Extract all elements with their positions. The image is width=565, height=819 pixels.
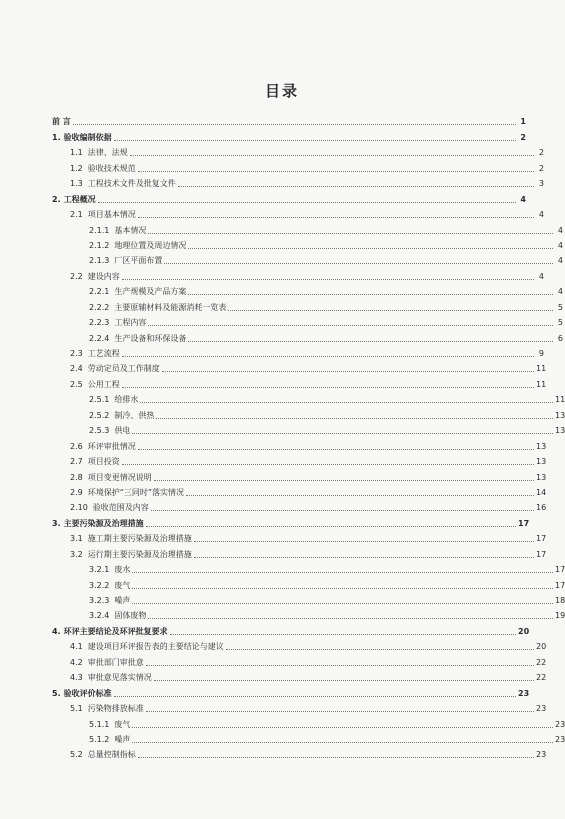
toc-dot-leader (138, 217, 534, 218)
toc-entry-title: 建设内容 (87, 271, 120, 281)
toc-entry-page-number: 4 (557, 225, 563, 235)
toc-entry-title: 给排水 (114, 395, 139, 405)
toc-entry-title: 废水 (114, 565, 131, 575)
toc-entry-number: 2.4 (70, 364, 83, 374)
toc-dot-leader (146, 665, 534, 666)
toc-entry (0, 544, 547, 559)
toc-dot-leader (146, 526, 516, 527)
toc-entry-page-number: 16 (536, 503, 547, 513)
toc-entry-number: 2.2 (70, 271, 83, 281)
toc-entry-title: 基本情况 (114, 225, 147, 235)
toc-entry (0, 189, 526, 204)
toc-dot-leader (228, 310, 553, 311)
toc-entry-title: 验收评价标准 (63, 688, 112, 698)
toc-entry-page-number: 19 (555, 611, 565, 621)
toc-entry (0, 591, 563, 606)
toc-entry-number: 4. (52, 626, 61, 636)
toc-entry-number: 2.1 (70, 210, 83, 220)
toc-entry-number: 2.6 (70, 441, 83, 451)
toc-dot-leader (186, 495, 534, 496)
toc-entry (0, 668, 547, 683)
toc-entry-page-number: 22 (536, 673, 547, 683)
toc-entry-page-number: 6 (557, 333, 563, 343)
toc-entry-page-number: 22 (536, 657, 547, 667)
toc-dot-leader (156, 418, 553, 419)
page-title: 目录 (264, 82, 299, 100)
toc-entry-number: 2.2.1 (89, 287, 110, 297)
toc-dot-leader (148, 325, 553, 326)
toc-entry (0, 436, 547, 451)
toc-entry-title: 法律、法规 (87, 148, 128, 158)
toc-dot-leader (194, 541, 534, 542)
toc-entry-page-number: 20 (536, 642, 547, 652)
toc-entry (0, 606, 563, 621)
table-of-contents (0, 112, 564, 760)
toc-dot-leader (98, 202, 516, 203)
toc-dot-leader (138, 757, 534, 758)
toc-entry-number: 4.2 (70, 657, 83, 667)
toc-entry-page-number: 18 (555, 596, 565, 605)
toc-entry (0, 328, 563, 343)
toc-entry (0, 621, 530, 636)
toc-entry-title: 总量控制指标 (87, 750, 136, 760)
toc-entry-number: 3. (52, 518, 61, 528)
toc-entry-page-number: 4 (557, 287, 563, 297)
toc-entry (0, 683, 530, 698)
toc-entry-number: 2.2.3 (89, 318, 110, 328)
toc-dot-leader (151, 510, 534, 511)
toc-entry (0, 374, 547, 389)
toc-entry-page-number: 13 (555, 410, 565, 420)
toc-dot-leader (188, 341, 553, 342)
toc-entry-number: 1.2 (70, 163, 83, 173)
toc-entry-number: 3.2.4 (89, 611, 110, 621)
toc-entry-title: 审批部门审批意 (87, 657, 144, 667)
toc-entry-title: 验收范围及内容 (92, 503, 149, 513)
toc-dot-leader (162, 371, 534, 372)
toc-entry (0, 313, 563, 328)
toc-dot-leader (122, 356, 534, 357)
toc-entry-number: 5. (52, 688, 61, 698)
toc-entry-page-number: 4 (557, 240, 563, 250)
toc-entry (0, 236, 563, 251)
toc-entry-title: 生产设备和环保设备 (114, 333, 187, 343)
toc-entry (0, 452, 547, 467)
toc-entry-page-number: 2 (538, 148, 544, 158)
toc-entry-title: 工程技术文件及批复文件 (87, 179, 176, 189)
toc-entry-title: 运行期主要污染源及治理措施 (87, 549, 192, 559)
toc-entry (0, 575, 563, 590)
toc-entry-page-number: 3 (538, 179, 544, 189)
toc-dot-leader (132, 572, 553, 573)
toc-entry (0, 344, 544, 359)
toc-entry-title: 噪声 (114, 596, 131, 605)
toc-entry-number: 2.7 (70, 457, 83, 467)
toc-dot-leader (148, 618, 553, 619)
toc-dot-leader (170, 634, 516, 635)
toc-entry-title: 厂区平面布置 (114, 256, 163, 266)
toc-entry-page-number: 11 (536, 379, 547, 389)
toc-dot-leader (226, 649, 534, 650)
toc-entry-page-number: 4 (557, 256, 563, 266)
toc-entry-page-number: 5 (557, 302, 563, 312)
toc-entry-number: 2.5.2 (89, 410, 110, 420)
toc-entry-number: 4.1 (70, 642, 83, 652)
toc-entry-title: 审批意见落实情况 (87, 673, 152, 683)
toc-dot-leader (122, 387, 534, 388)
toc-entry (0, 112, 526, 127)
toc-dot-leader (132, 588, 553, 589)
toc-entry-page-number: 23 (536, 704, 547, 714)
toc-entry (0, 158, 544, 173)
toc-dot-leader (122, 279, 534, 280)
toc-entry (0, 205, 544, 220)
toc-entry (0, 730, 563, 745)
toc-entry-page-number: 4 (538, 210, 544, 220)
toc-entry (0, 405, 563, 420)
toc-entry-number: 5.2 (70, 750, 83, 760)
toc-dot-leader (138, 171, 534, 172)
toc-entry-page-number: 23 (555, 719, 565, 729)
toc-dot-leader (146, 711, 534, 712)
toc-dot-leader (148, 233, 553, 234)
toc-dot-leader (154, 480, 534, 481)
toc-entry-number: 1.3 (70, 179, 83, 189)
toc-entry-title: 固体废物 (114, 611, 147, 621)
toc-entry-number: 3.2.3 (89, 596, 110, 605)
toc-entry-title: 主要原辅材料及能源消耗一览表 (114, 302, 227, 312)
toc-entry (0, 390, 563, 405)
toc-entry-title: 地理位置及周边情况 (114, 240, 187, 250)
toc-entry-title: 噪声 (114, 734, 131, 744)
toc-entry-title: 环评主要结论及环评批复要求 (63, 626, 168, 636)
toc-entry-title: 供电 (114, 426, 131, 436)
toc-entry-page-number: 17 (536, 549, 547, 559)
toc-entry-number: 2.1.1 (89, 225, 110, 235)
toc-entry (0, 467, 547, 482)
toc-entry (0, 560, 563, 575)
toc-entry-title: 主要污染源及治理措施 (63, 518, 144, 528)
toc-entry-title: 施工期主要污染源及治理措施 (87, 534, 192, 544)
toc-entry-number: 2.9 (70, 487, 83, 497)
toc-entry-title: 工艺流程 (87, 349, 120, 358)
toc-dot-leader (132, 742, 553, 743)
toc-entry (0, 714, 563, 729)
toc-entry (0, 127, 526, 142)
toc-entry-title: 项目变更情况说明 (87, 472, 152, 482)
toc-entry-number: 2.10 (70, 503, 88, 513)
toc-entry-number: 1. (52, 132, 61, 142)
toc-entry-number: 2.5 (70, 379, 83, 389)
toc-entry-page-number: 13 (536, 472, 547, 482)
toc-entry-title: 制冷、供热 (114, 410, 155, 420)
toc-entry-page-number: 11 (536, 364, 547, 374)
toc-dot-leader (132, 603, 553, 604)
toc-entry-page-number: 23 (518, 688, 530, 698)
toc-entry (0, 282, 563, 297)
toc-entry (0, 297, 563, 312)
toc-entry-title: 工程概况 (63, 194, 96, 204)
toc-dot-leader (132, 433, 553, 434)
toc-dot-leader (130, 155, 534, 156)
toc-dot-leader (140, 402, 553, 403)
toc-entry-title: 生产规模及产品方案 (114, 287, 187, 297)
toc-entry (0, 266, 544, 281)
toc-entry-page-number: 2 (538, 163, 544, 173)
toc-entry-title: 项目基本情况 (87, 210, 136, 220)
toc-entry (0, 745, 547, 760)
toc-entry (0, 220, 563, 235)
toc-entry-number: 2.5.3 (89, 426, 110, 436)
toc-entry-number: 1.1 (70, 148, 83, 158)
toc-entry-page-number: 23 (555, 734, 565, 744)
toc-entry (0, 513, 530, 528)
toc-entry-page-number: 17 (518, 518, 530, 528)
toc-entry-page-number: 9 (538, 349, 544, 358)
toc-dot-leader (114, 696, 516, 697)
toc-entry-number: 3.2 (70, 549, 83, 559)
toc-entry-page-number: 5 (557, 318, 563, 328)
toc-entry (0, 637, 547, 652)
toc-entry-title: 劳动定员及工作制度 (87, 364, 160, 374)
toc-entry-number: 2. (52, 194, 61, 204)
toc-entry-title: 环境保护“三同时”落实情况 (87, 487, 185, 497)
toc-entry-page-number: 2 (520, 132, 526, 142)
toc-entry-title: 验收技术规范 (87, 163, 136, 173)
toc-entry-number: 2.8 (70, 472, 83, 482)
toc-entry (0, 421, 563, 436)
toc-dot-leader (122, 464, 534, 465)
toc-dot-leader (154, 680, 534, 681)
toc-entry-page-number: 1 (520, 117, 526, 127)
toc-entry (0, 174, 544, 189)
toc-dot-leader (132, 727, 553, 728)
toc-entry-number: 5.1.1 (89, 719, 110, 729)
toc-entry (0, 699, 547, 714)
toc-dot-leader (188, 248, 553, 249)
toc-entry-number: 2.1.3 (89, 256, 110, 266)
toc-entry (0, 498, 547, 513)
toc-dot-leader (73, 124, 516, 125)
toc-dot-leader (178, 186, 534, 187)
toc-entry-title: 前 言 (52, 117, 71, 127)
toc-entry-number: 5.1 (70, 704, 83, 714)
toc-entry-number: 2.5.1 (89, 395, 110, 405)
toc-entry-title: 环评审批情况 (87, 441, 136, 451)
toc-entry (0, 652, 547, 667)
toc-entry-number: 4.3 (70, 673, 83, 683)
toc-entry-page-number: 13 (536, 457, 547, 467)
toc-entry-page-number: 17 (555, 580, 565, 590)
toc-entry (0, 359, 547, 374)
toc-entry-number: 3.1 (70, 534, 83, 544)
toc-dot-leader (188, 294, 553, 295)
toc-entry-page-number: 11 (555, 395, 565, 405)
toc-entry-page-number: 17 (555, 565, 565, 575)
toc-entry-title: 验收编制依据 (63, 132, 112, 142)
toc-entry-title: 污染物排放标准 (87, 704, 144, 714)
toc-dot-leader (138, 449, 534, 450)
toc-entry-page-number: 4 (520, 194, 526, 204)
toc-entry-title: 废气 (114, 580, 131, 590)
toc-entry (0, 251, 563, 266)
toc-entry-number: 2.2.4 (89, 333, 110, 343)
toc-entry-number: 2.2.2 (89, 302, 110, 312)
toc-dot-leader (114, 140, 516, 141)
toc-entry-page-number: 20 (518, 626, 530, 636)
toc-entry-number: 3.2.2 (89, 580, 110, 590)
toc-dot-leader (194, 557, 534, 558)
toc-entry-page-number: 4 (538, 271, 544, 281)
toc-entry (0, 143, 544, 158)
toc-entry (0, 529, 547, 544)
toc-entry-number: 5.1.2 (89, 734, 110, 744)
toc-entry-page-number: 13 (555, 426, 565, 436)
toc-entry-page-number: 13 (536, 441, 547, 451)
toc-entry-number: 3.2.1 (89, 565, 110, 575)
toc-entry-number: 2.3 (70, 349, 83, 358)
toc-entry-page-number: 23 (536, 750, 547, 760)
toc-entry-title: 项目投资 (87, 457, 120, 467)
toc-entry-title: 建设项目环评报告表的主要结论与建议 (87, 642, 224, 652)
toc-entry-title: 废气 (114, 719, 131, 729)
toc-entry-title: 工程内容 (114, 318, 147, 328)
toc-entry-page-number: 14 (536, 487, 547, 497)
toc-entry-title: 公用工程 (87, 379, 120, 389)
toc-dot-leader (164, 263, 553, 264)
toc-entry-number: 2.1.2 (89, 240, 110, 250)
toc-entry-page-number: 17 (536, 534, 547, 544)
toc-entry (0, 483, 547, 498)
